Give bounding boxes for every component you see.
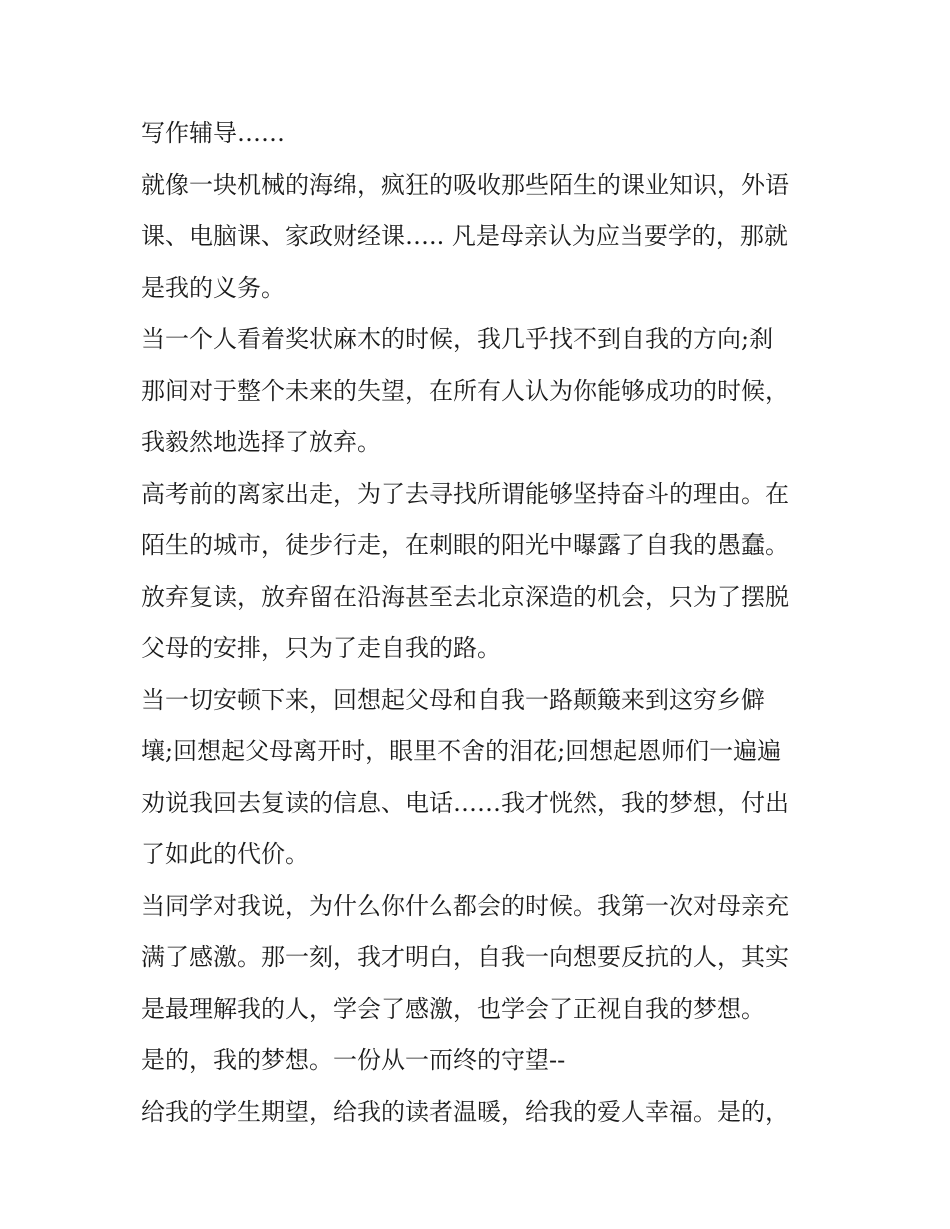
text-line: 高考前的离家出走，为了去寻找所谓能够坚持奋斗的理由。在 xyxy=(141,479,789,508)
text-line: 就像一块机械的海绵，疯狂的吸收那些陌生的课业知识，外语 xyxy=(141,170,789,199)
text-line: 壤;回想起父母离开时，眼里不舍的泪花;回想起恩师们一遍遍 xyxy=(141,737,782,765)
text-line: 陌生的城市，徒步行走，在刺眼的阳光中曝露了自我的愚蠢。 xyxy=(141,531,789,559)
text-line: 我毅然地选择了放弃。 xyxy=(141,428,381,456)
text-line: 是最理解我的人，学会了感激，也学会了正视自我的梦想。 xyxy=(141,994,765,1023)
text-line: 当一个人看着奖状麻木的时候，我几乎找不到自我的方向;刹 xyxy=(141,325,774,353)
text-line: 满了感激。那一刻，我才明白，自我一向想要反抗的人，其实 xyxy=(141,943,789,971)
text-line: 了如此的代价。 xyxy=(141,840,309,868)
text-line: 课、电脑课、家政财经课….. 凡是母亲认为应当要学的，那就 xyxy=(141,222,788,250)
text-line: 给我的学生期望，给我的读者温暖，给我的爱人幸福。是的， xyxy=(141,1097,789,1126)
text-line: 放弃复读，放弃留在沿海甚至去北京深造的机会，只为了摆脱 xyxy=(141,582,789,611)
text-line: 劝说我回去复读的信息、电话……我才恍然，我的梦想，付出 xyxy=(141,788,789,817)
document-body xyxy=(141,108,821,1138)
text-line: 那间对于整个未来的失望，在所有人认为你能够成功的时候， xyxy=(141,376,789,405)
text-line: 写作辅导…… xyxy=(141,119,285,147)
text-line: 当同学对我说，为什么你什么都会的时候。我第一次对母亲充 xyxy=(141,891,789,920)
text-line: 父母的安排，只为了走自我的路。 xyxy=(141,634,501,662)
text-line: 当一切安顿下来，回想起父母和自我一路颠簸来到这穷乡僻 xyxy=(141,685,765,714)
text-line: 是我的义务。 xyxy=(141,273,285,302)
text-line: 是的，我的梦想。一份从一而终的守望-- xyxy=(141,1046,566,1074)
